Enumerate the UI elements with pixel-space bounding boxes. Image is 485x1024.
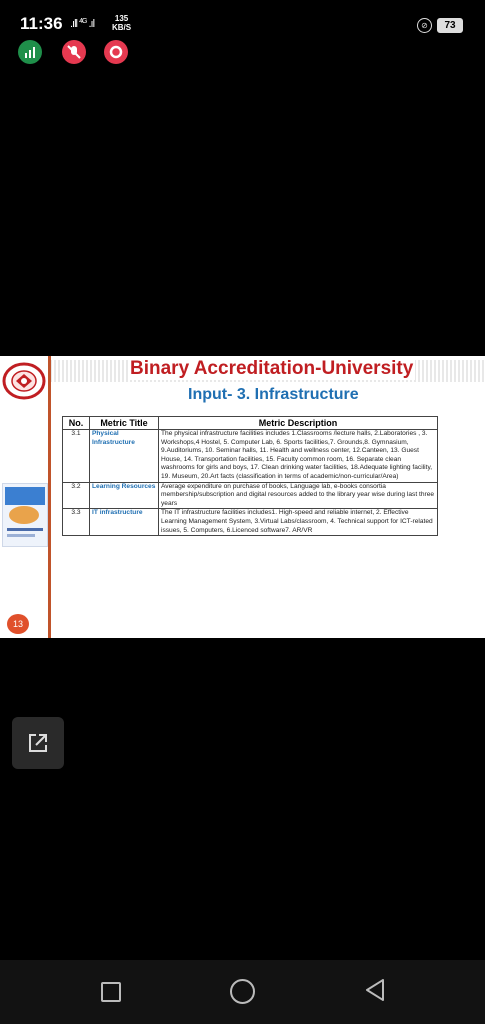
metrics-table [62, 416, 438, 536]
brochure-thumbnail [2, 483, 48, 547]
net-speed [112, 14, 131, 32]
table-header-row [63, 417, 438, 430]
left-accent-stripe [48, 356, 51, 638]
page-number-badge: 13 [7, 614, 29, 634]
home-icon[interactable] [230, 979, 255, 1004]
net-speed-value: 135 [114, 14, 129, 23]
table-row [63, 509, 438, 536]
open-external-button[interactable] [12, 717, 64, 769]
record-notification-icon [104, 40, 128, 64]
battery-indicator: 73 [437, 18, 463, 33]
row-description: The IT infrastructure facilities includes1. High-speed and reliable internet, 2. Effective Learning Management System, 3.Virtual Labs/classroom, 4. Technical support for ICT-related issues, 5. Computers, 6.Licenced software7. AR/VR [159, 509, 438, 536]
row-number: 3.3 [63, 509, 90, 536]
header-metric-description: Metric Description [159, 417, 438, 430]
row-description: Average expenditure on purchase of books, Language lab, e-books consortia membership/subscription and digital resources added to the library year wise during last three years [159, 482, 438, 509]
network-type: 4G [79, 18, 87, 25]
slide-subtitle: Input- 3. Infrastructure [188, 386, 359, 403]
table-row [63, 430, 438, 483]
signal-icon: .ıll $^{4G}$ .ıl [70, 18, 95, 30]
lock-icon: ⊘ [417, 18, 432, 33]
row-title: Learning Resources [90, 482, 159, 509]
clock: 11:36 [20, 14, 63, 33]
mute-notification-icon [62, 40, 86, 64]
navigation-bar [0, 960, 485, 1024]
row-title: Physical Infrastructure [90, 430, 159, 483]
slide-title: Binary Accreditation-University [130, 358, 414, 379]
app-notification-icon [18, 40, 42, 64]
row-title: IT infrastructure [90, 509, 159, 536]
open-external-icon [27, 732, 49, 754]
table-row [63, 482, 438, 509]
header-metric-title: Metric Title [90, 417, 159, 430]
status-bar [0, 0, 485, 40]
row-number: 3.1 [63, 430, 90, 483]
slide-content[interactable] [0, 356, 485, 638]
recent-apps-icon[interactable] [101, 982, 121, 1002]
row-number: 3.2 [63, 482, 90, 509]
net-speed-unit: KB/S [112, 23, 132, 32]
university-logo-icon [2, 362, 46, 400]
header-no: No. [63, 417, 90, 430]
row-description: The physical infrastructure facilities includes 1.Classrooms /lecture halls, 2.Laboratories , 3. Workshops,4 Hostel, 5. Computer Lab, 6. Sports facilities,7. Grounds,8. Gymnasium, 9.Auditoriums, 10. Seminar halls, 11. Health and wellness center, 12.Canteen, 13. Guest House, 14. Transportation facilities, 15. Faculty common room, 16. Separate clean washrooms for girls and boys, 17. Clean drinking water facilities, 18.Adequate lighting facility, 19. Museum, 20.Art facts (classification in terms of academic/non-curricular/Area) [159, 430, 438, 483]
back-icon[interactable] [364, 978, 386, 1002]
